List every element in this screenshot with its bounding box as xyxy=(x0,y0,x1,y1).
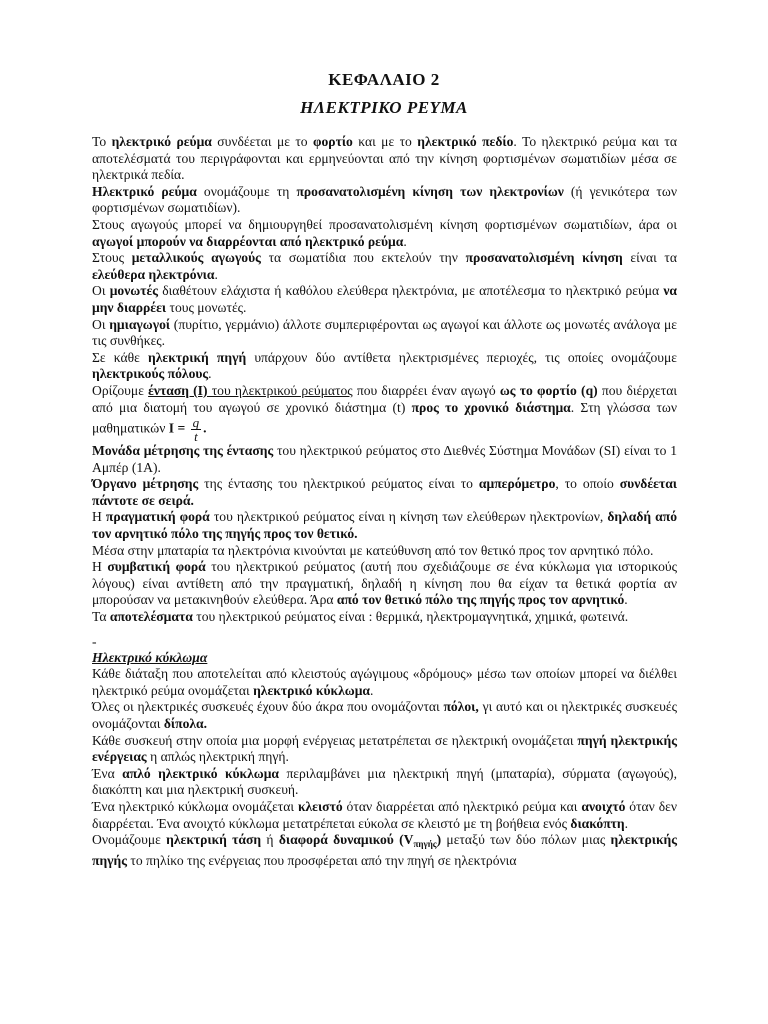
separator-dash: - xyxy=(92,633,97,649)
paragraph-instrument: Όργανο μέτρησης της έντασης του ηλεκτρικού ρεύματος είναι το αμπερόμετρο, το οποίο συνδέεται πάντοτε σε σειρά. xyxy=(92,476,678,508)
paragraph-current-definition: Το ηλεκτρικό ρεύμα συνδέεται με το φορτίο και με το ηλεκτρικό πεδίο. Το ηλεκτρικό ρεύμα και τα αποτελέσματά του περιγράφονται και ερμηνεύονται από την κίνηση φορτισμένων σωματιδίων μέσα σε ηλεκτρικά πεδία. xyxy=(92,134,677,183)
chapter-heading: ΚΕΦΑΛΑΙΟ 2 xyxy=(328,70,440,89)
paragraph-battery: Μέσα στην μπαταρία τα ηλεκτρόνια κινούνται με κατεύθυνση από τον θετικό προς τον αρνητικό πόλο. xyxy=(92,542,654,558)
section-heading: Ηλεκτρικό κύκλωμα xyxy=(92,649,208,665)
paragraph-real-direction: Η πραγματική φορά του ηλεκτρικού ρεύματος είναι η κίνηση των ελεύθερων ηλεκτρονίων, δηλαδή από τον αρνητικό πόλο της πηγής προς τον θετικό. xyxy=(92,509,678,542)
paragraph-current-intensity: Ορίζουμε ένταση (Ι) του ηλεκτρικού ρεύματος που διαρρέει έναν αγωγό ως το φορτίο (q) που διέρχεται από μια διατομή του αγωγού σε χρονικό διάστημα (t) προς το χρονικό διάστημα. Στη γλώσσα των μαθηματικών I = $\frac{q}{t}$ . xyxy=(92,382,678,445)
paragraph-conventional-direction: Η συμβατική φορά του ηλεκτρικού ρεύματος (αυτή που σχεδιάζουμε σε ένα κύκλωμα για ιστορικούς λόγους) είναι αντίθετη από την πραγματική, δηλαδή η κίνηση που θα είχαν τα θετικά φορτία αν μπορούσαν να μετακινηθούν ελεύθερα. Άρα από τον θετικό πόλο της πηγής προς τον αρνητικό. xyxy=(92,559,677,608)
intensity-formula-fraction: $\frac{q}{t}$ xyxy=(192,415,200,445)
paragraph-conductors: Στους αγωγούς μπορεί να δημιουργηθεί προσανατολισμένη κίνηση φορτισμένων σωματιδίων, άρα οι αγωγοί μπορούν να διαρρέονται από ηλεκτρικό ρεύμα. xyxy=(92,216,677,249)
paragraph-semiconductors: Οι ημιαγωγοί (πυρίτιο, γερμάνιο) άλλοτε συμπεριφέρονται ως αγωγοί και άλλοτε ως μονωτές ανάλογα με τις συνθήκες. xyxy=(92,316,678,349)
paragraph-metal-conductors: Στους μεταλλικούς αγωγούς τα σωματίδια που εκτελούν την προσανατολισμένη κίνηση είναι τα ελεύθερα ηλεκτρόνια. xyxy=(92,250,677,282)
page-title: ΗΛΕΚΤΡΙΚΟ ΡΕΥΜΑ xyxy=(300,98,468,117)
paragraph-effects: Τα αποτελέσματα του ηλεκτρικού ρεύματος είναι : θερμικά, ηλεκτρομαγνητικά, χημικά, φωτεινά. xyxy=(92,609,629,625)
paragraph-energy-source: Κάθε συσκευή στην οποία μια μορφή ενέργειας μετατρέπεται σε ηλεκτρική ονομάζεται πηγή ηλεκτρικής ενέργειας η απλώς ηλεκτρική πηγή. xyxy=(92,732,677,765)
paragraph-electric-source: Σε κάθε ηλεκτρική πηγή υπάρχουν δύο αντίθετα ηλεκτρισμένες περιοχές, τις οποίες ονομάζουμε ηλεκτρικούς πόλους. xyxy=(92,349,677,382)
paragraph-voltage: Ονομάζουμε ηλεκτρική τάση ή διαφορά δυναμικού $(V_{\pi\eta\gamma ή\varsigma})$ μεταξύ των δύο πόλων μιας ηλεκτρικής πηγής το πηλίκο της ενέργειας που προσφέρεται από την πηγή σε ηλεκτρόνια xyxy=(92,832,678,868)
paragraph-insulators: Οι μονωτές διαθέτουν ελάχιστα ή καθόλου ελεύθερα ηλεκτρόνια, με αποτέλεσμα το ηλεκτρικό ρεύμα να μην διαρρέει τους μονωτές. xyxy=(92,283,677,315)
paragraph-unit: Μονάδα μέτρησης της έντασης του ηλεκτρικού ρεύματος στο Διεθνές Σύστημα Μονάδων (SI) είναι το 1 Αμπέρ (1Α). xyxy=(92,443,677,475)
document-body xyxy=(92,134,677,869)
paragraph-dipoles: Όλες οι ηλεκτρικές συσκευές έχουν δύο άκρα που ονομάζονται πόλοι, γι αυτό και οι ηλεκτρικές συσκευές ονομάζονται δίπολα. xyxy=(92,699,677,731)
paragraph-circuit-definition: Κάθε διάταξη που αποτελείται από κλειστούς αγώγιμους «δρόμους» μέσω των οποίων μπορεί να διέλθει ηλεκτρικό ρεύμα ονομάζεται ηλεκτρικό κύκλωμα. xyxy=(92,666,677,698)
paragraph-closed-open: Ένα ηλεκτρικό κύκλωμα ονομάζεται κλειστό όταν διαρρέεται από ηλεκτρικό ρεύμα και ανοιχτό όταν δεν διαρρέεται. Ένα ανοιχτό κύκλωμα μετατρέπεται εύκολα σε κλειστό με τη βοήθεια ενός διακόπτη. xyxy=(92,798,677,831)
spacer xyxy=(92,626,677,636)
paragraph-simple-circuit: Ένα απλό ηλεκτρικό κύκλωμα περιλαμβάνει μια ηλεκτρική πηγή (μπαταρία), σύρματα (αγωγούς), διακόπτη και μια ηλεκτρική συσκευή. xyxy=(92,765,677,798)
paragraph-current-meaning: Ηλεκτρικό ρεύμα ονομάζουμε τη προσανατολισμένη κίνηση των ηλεκτρονίων (ή γενικότερα των φορτισμένων σωματιδίων). xyxy=(92,183,677,216)
